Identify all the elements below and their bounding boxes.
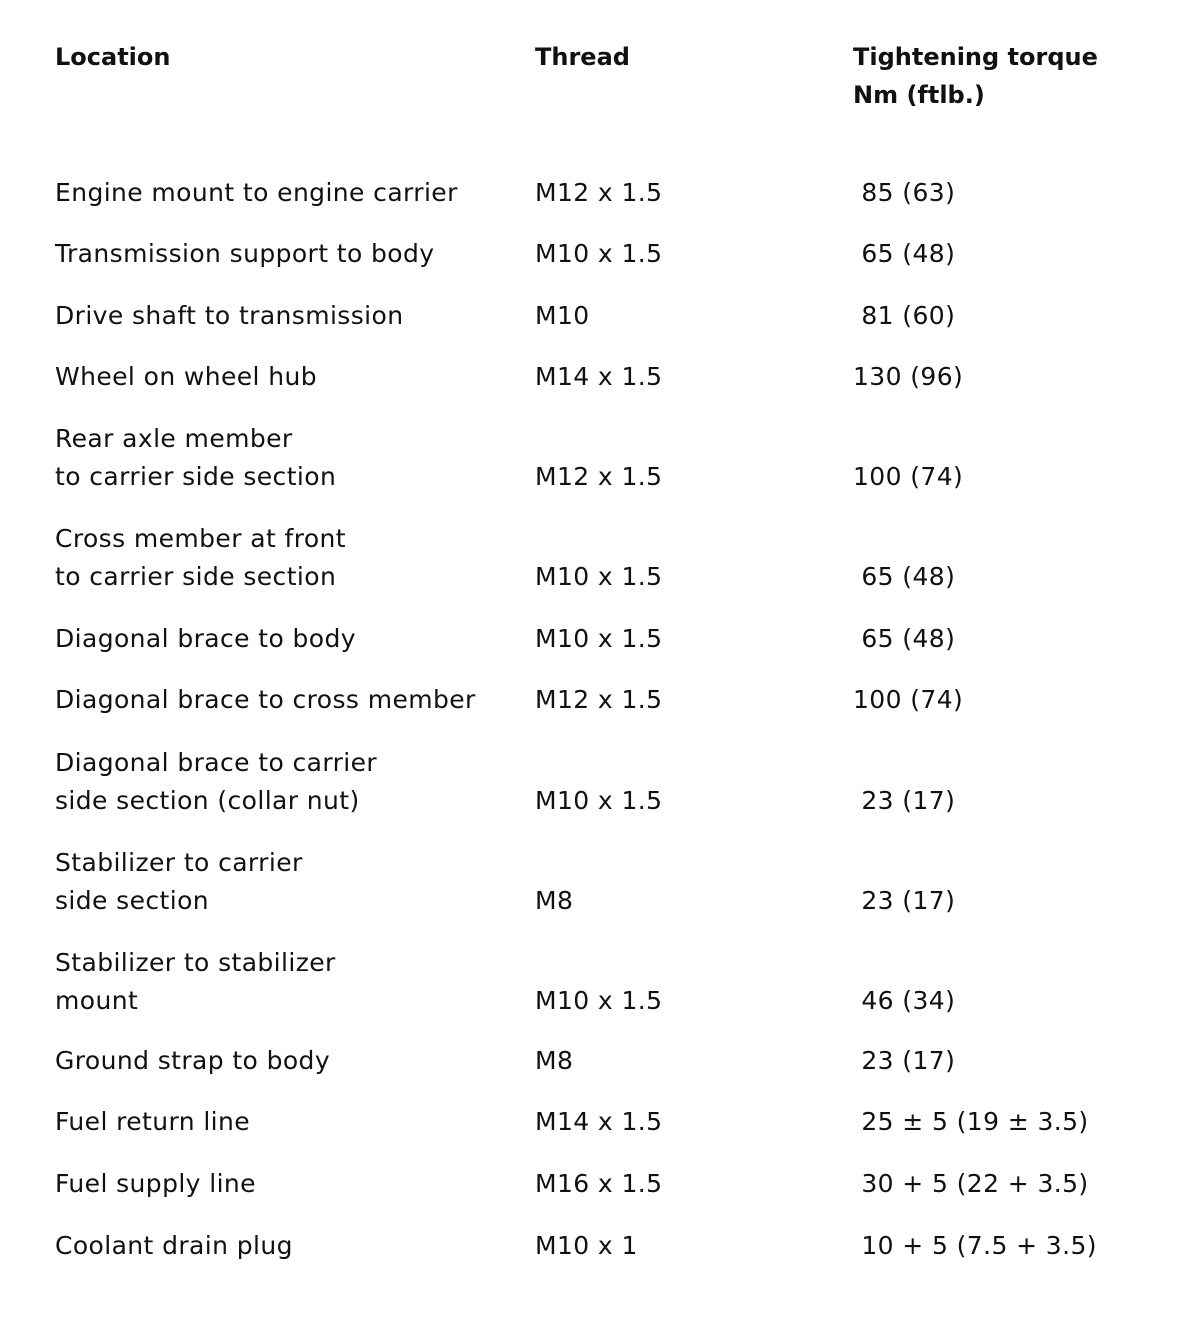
- cell-thread: M10 x 1.5: [535, 786, 663, 815]
- cell-location: [55, 1103, 250, 1141]
- location-line: Stabilizer to carrier: [55, 848, 303, 877]
- location-line: Engine mount to engine carrier: [55, 178, 458, 207]
- table-row: [0, 1042, 1184, 1080]
- cell-location: [55, 744, 377, 820]
- location-line: Ground strap to body: [55, 1046, 331, 1075]
- cell-thread: M8: [535, 1046, 574, 1075]
- table-row: [0, 744, 1184, 820]
- cell-location: [55, 174, 458, 212]
- cell-thread: M10 x 1.5: [535, 624, 663, 653]
- cell-location: [55, 1165, 256, 1203]
- header-torque: [853, 38, 1098, 114]
- cell-location: [55, 420, 336, 496]
- cell-thread: M16 x 1.5: [535, 1169, 663, 1198]
- cell-thread: M8: [535, 886, 574, 915]
- cell-torque: 65 (48): [853, 239, 956, 268]
- cell-thread: M12 x 1.5: [535, 178, 663, 207]
- table-row: [0, 297, 1184, 335]
- table-header: [0, 38, 1184, 118]
- location-line: Transmission support to body: [55, 239, 435, 268]
- cell-location: [55, 1042, 330, 1080]
- location-line: mount: [55, 986, 139, 1015]
- header-thread: Thread: [535, 43, 630, 71]
- table-row: [0, 1165, 1184, 1203]
- table-row: [0, 520, 1184, 596]
- table-row: [0, 620, 1184, 658]
- cell-thread: M12 x 1.5: [535, 685, 663, 714]
- location-line: to carrier side section: [55, 562, 337, 591]
- location-line: Diagonal brace to carrier: [55, 748, 378, 777]
- cell-thread: M10 x 1.5: [535, 986, 663, 1015]
- cell-location: [55, 358, 317, 396]
- cell-torque: 65 (48): [853, 562, 956, 591]
- cell-location: [55, 297, 403, 335]
- table-row: [0, 235, 1184, 273]
- header-torque-line1: Tightening torque: [853, 43, 1098, 71]
- cell-location: [55, 620, 356, 658]
- table-row: [0, 358, 1184, 396]
- cell-torque: 23 (17): [853, 786, 956, 815]
- location-line: to carrier side section: [55, 462, 337, 491]
- cell-thread: M10 x 1.5: [535, 239, 663, 268]
- cell-location: [55, 520, 346, 596]
- cell-location: [55, 944, 336, 1020]
- cell-torque: 10 + 5 (7.5 + 3.5): [853, 1231, 1097, 1260]
- cell-torque: 30 + 5 (22 + 3.5): [853, 1169, 1089, 1198]
- cell-torque: 25 ± 5 (19 ± 3.5): [853, 1107, 1089, 1136]
- cell-thread: M14 x 1.5: [535, 362, 663, 391]
- header-location: Location: [55, 43, 171, 71]
- cell-torque: 23 (17): [853, 886, 956, 915]
- cell-thread: M14 x 1.5: [535, 1107, 663, 1136]
- cell-location: [55, 235, 434, 273]
- table-row: [0, 1103, 1184, 1141]
- cell-torque: 23 (17): [853, 1046, 956, 1075]
- location-line: Stabilizer to stabilizer: [55, 948, 336, 977]
- cell-torque: 100 (74): [853, 685, 964, 714]
- location-line: Rear axle member: [55, 424, 293, 453]
- table-row: [0, 944, 1184, 1020]
- cell-location: [55, 844, 303, 920]
- table-row: [0, 844, 1184, 920]
- location-line: Fuel supply line: [55, 1169, 256, 1198]
- location-line: side section (collar nut): [55, 786, 360, 815]
- cell-thread: M12 x 1.5: [535, 462, 663, 491]
- location-line: Diagonal brace to cross member: [55, 685, 476, 714]
- cell-torque: 81 (60): [853, 301, 956, 330]
- location-line: Fuel return line: [55, 1107, 251, 1136]
- cell-location: [55, 681, 476, 719]
- cell-location: [55, 1227, 293, 1265]
- location-line: Coolant drain plug: [55, 1231, 293, 1260]
- table-row: [0, 420, 1184, 496]
- cell-thread: M10 x 1.5: [535, 562, 663, 591]
- cell-torque: 65 (48): [853, 624, 956, 653]
- cell-thread: M10: [535, 301, 590, 330]
- location-line: Wheel on wheel hub: [55, 362, 318, 391]
- location-line: Drive shaft to transmission: [55, 301, 404, 330]
- cell-torque: 130 (96): [853, 362, 964, 391]
- table-row: [0, 174, 1184, 212]
- table-row: [0, 681, 1184, 719]
- location-line: side section: [55, 886, 210, 915]
- cell-torque: 100 (74): [853, 462, 964, 491]
- cell-torque: 46 (34): [853, 986, 956, 1015]
- location-line: Cross member at front: [55, 524, 346, 553]
- location-line: Diagonal brace to body: [55, 624, 356, 653]
- cell-thread: M10 x 1: [535, 1231, 638, 1260]
- header-torque-line2: Nm (ftlb.): [853, 81, 985, 109]
- cell-torque: 85 (63): [853, 178, 956, 207]
- table-row: [0, 1227, 1184, 1265]
